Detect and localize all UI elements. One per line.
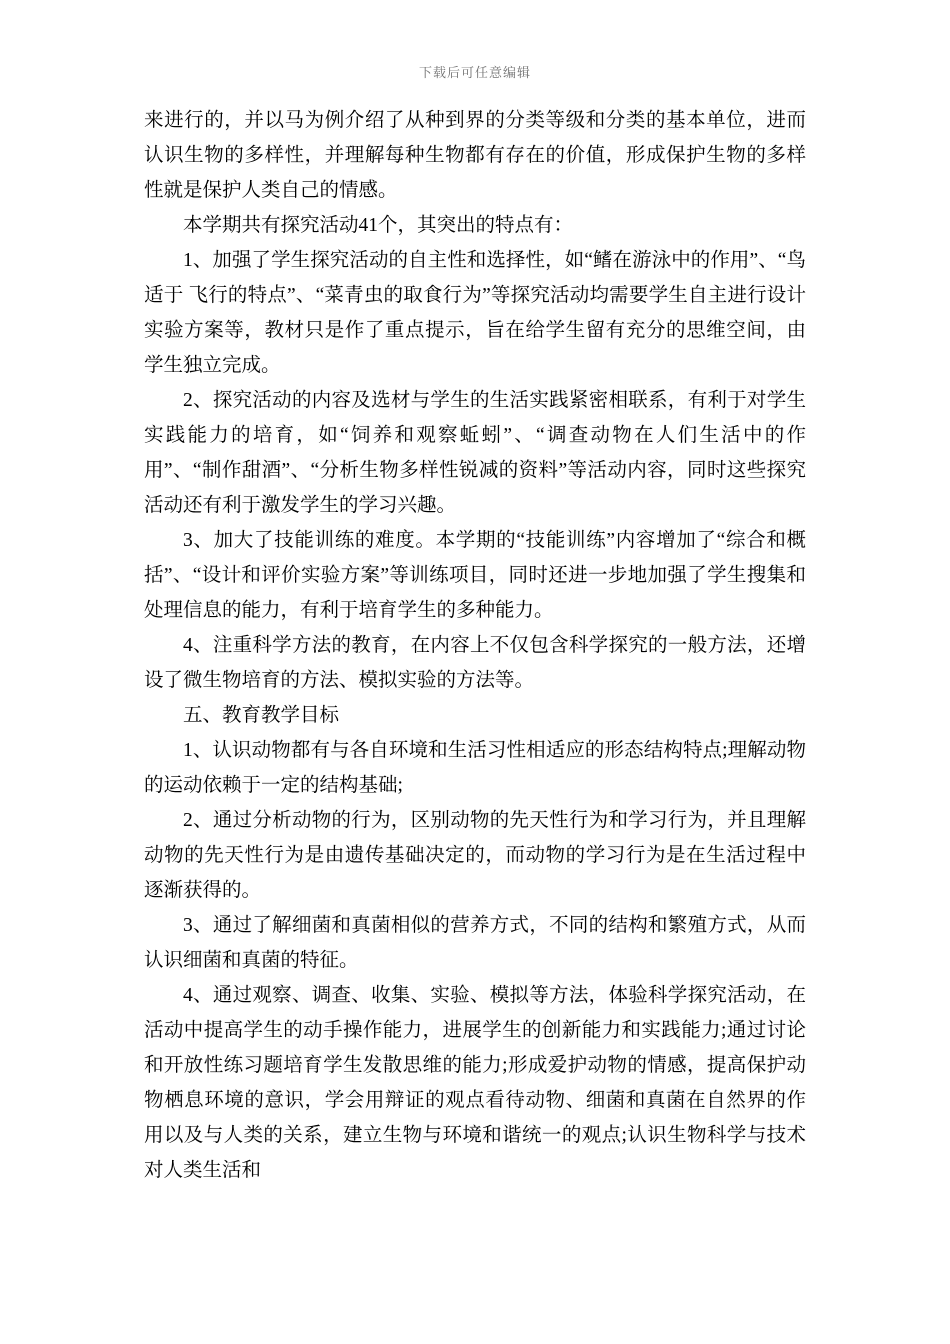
paragraph: 2、通过分析动物的行为，区别动物的先天性行为和学习行为，并且理解动物的先天性行为是由遗传基础决定的，而动物的学习行为是在生活过程中逐渐获得的。 xyxy=(144,810,806,901)
paragraph: 4、通过观察、调查、收集、实验、模拟等方法，体验科学探究活动，在活动中提高学生的动手操作能力，进展学生的创新能力和实践能力;通过讨论和开放性练习题培育学生发散思维的能力;形成爱护动物的情感，提高保护动物栖息环境的意识，学会用辩证的观点看待动物、细菌和真菌在自然界的作用以及与人类的关系，建立生物与环境和谐统一的观点;认识生物科学与技术对人类生活和 xyxy=(144,985,806,1181)
paragraph: 1、加强了学生探究活动的自主性和选择性，如“鳍在游泳中的作用”、“鸟适于 飞行的特点”、“菜青虫的取食行为”等探究活动均需要学生自主进行设计实验方案等，教材只是作了重点提示，旨在给学生留有充分的思维空间，由学生独立完成。 xyxy=(144,250,806,376)
paragraph: 五、教育教学目标 xyxy=(183,705,340,726)
paragraph: 来进行的，并以马为例介绍了从种到界的分类等级和分类的基本单位，进而认识生物的多样性，并理解每种生物都有存在的价值，形成保护生物的多样性就是保护人类自己的情感。 xyxy=(144,110,806,201)
paragraph: 3、加大了技能训练的难度。本学期的“技能训练”内容增加了“综合和概括”、“设计和评价实验方案”等训练项目，同时还进一步地加强了学生搜集和处理信息的能力，有利于培育学生的多种能力。 xyxy=(144,530,806,621)
edit-watermark-text: 下载后可任意编辑 xyxy=(418,65,531,80)
document-body xyxy=(144,103,806,1188)
paragraph: 3、通过了解细菌和真菌相似的营养方式，不同的结构和繁殖方式，从而认识细菌和真菌的特征。 xyxy=(144,915,806,971)
paragraph: 2、探究活动的内容及选材与学生的生活实践紧密相联系，有利于对学生实践能力的培育，如“饲养和观察蚯蚓”、“调查动物在人们生活中的作用”、“制作甜酒”、“分析生物多样性锐减的资料”等活动内容，同时这些探究活动还有利于激发学生的学习兴趣。 xyxy=(144,390,806,516)
paragraph: 4、注重科学方法的教育，在内容上不仅包含科学探究的一般方法，还增设了微生物培育的方法、模拟实验的方法等。 xyxy=(144,635,806,691)
paragraph: 1、认识动物都有与各自环境和生活习性相适应的形态结构特点;理解动物的运动依赖于一定的结构基础; xyxy=(144,740,806,796)
paragraph: 本学期共有探究活动41个，其突出的特点有： xyxy=(183,215,574,236)
